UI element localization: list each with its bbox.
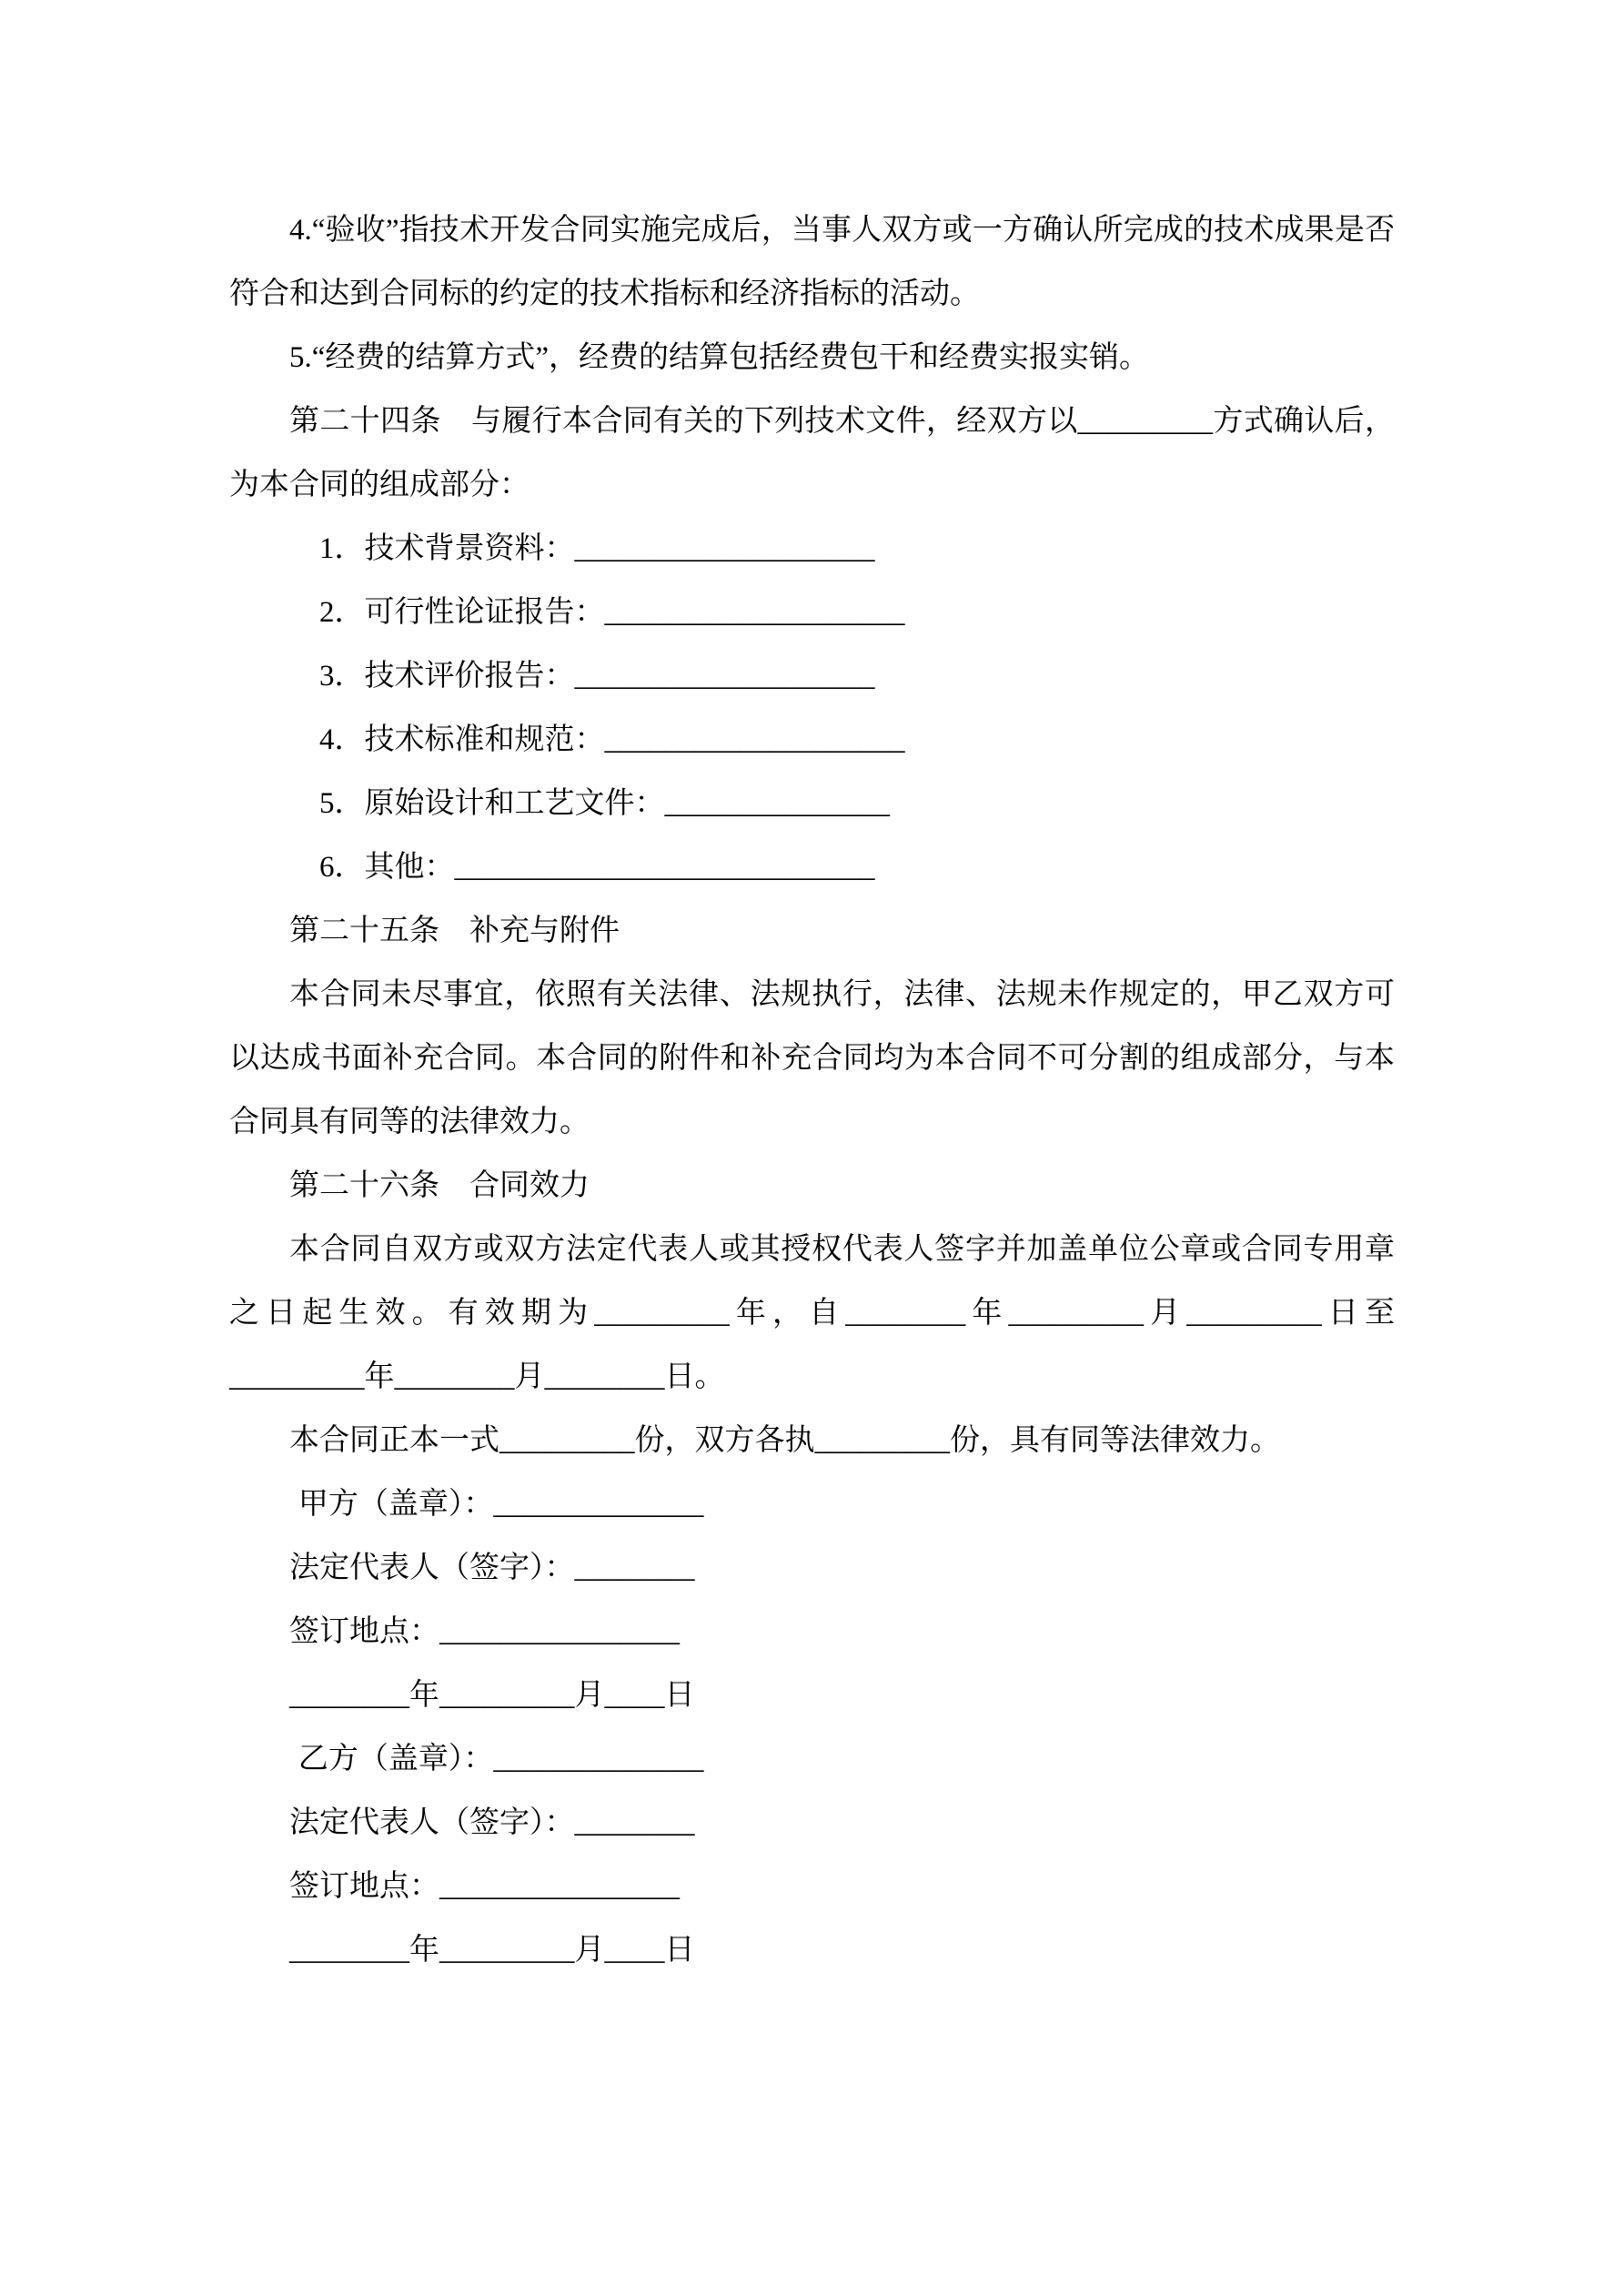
paragraph-definition-acceptance: 4.“验收”指技术开发合同实施完成后，当事人双方或一方确认所完成的技术成果是否符合和达到合同标的约定的技术指标和经济指标的活动。 (229, 214, 1395, 310)
signature-party-b-date: ________年_________月____日 (289, 1934, 695, 1967)
signature-party-a-representative: 法定代表人（签字）：________ (289, 1552, 695, 1584)
clause-26-heading: 第二十六条 合同效力 (289, 1169, 590, 1202)
doc-list-item-feasibility-report: 2．可行性论证报告：____________________ (319, 596, 905, 629)
signature-party-b-place: 签订地点：________________ (289, 1870, 680, 1903)
doc-list-item-tech-standards: 4．技术标准和规范：____________________ (319, 723, 905, 756)
clause-26-paragraph: 本合同自双方或双方法定代表人或其授权代表人签字并加盖单位公章或合同专用章之日起生效。有效期为_________年，自________年_________月_________日至_________年________月________日。 (229, 1233, 1395, 1393)
signature-party-a-date: ________年_________月____日 (289, 1679, 695, 1712)
doc-list-item-tech-background: 1．技术背景资料：____________________ (319, 532, 875, 565)
doc-list-item-other: 6．其他：____________________________ (319, 851, 875, 884)
signature-party-a-seal: 甲方（盖章）：______________ (298, 1488, 704, 1521)
clause-25-paragraph: 本合同未尽事宜，依照有关法律、法规执行，法律、法规未作规定的，甲乙双方可以达成书面补充合同。本合同的附件和补充合同均为本合同不可分割的组成部分，与本合同具有同等的法律效力。 (229, 978, 1395, 1138)
clause-24-paragraph: 第二十四条 与履行本合同有关的下列技术文件，经双方以_________方式确认后，为本合同的组成部分： (229, 405, 1395, 501)
signature-party-b-representative: 法定代表人（签字）：________ (289, 1806, 695, 1839)
signature-party-b-seal: 乙方（盖章）：______________ (298, 1743, 704, 1775)
doc-list-item-tech-evaluation: 3．技术评价报告：____________________ (319, 660, 875, 693)
paragraph-definition-settlement: 5.“经费的结算方式”，经费的结算包括经费包干和经费实报实销。 (289, 341, 1150, 374)
paragraph-copies: 本合同正本一式_________份，双方各执_________份，具有同等法律效力。 (289, 1424, 1280, 1457)
doc-list-item-original-design: 5．原始设计和工艺文件：_______________ (319, 787, 890, 820)
clause-25-heading: 第二十五条 补充与附件 (289, 915, 620, 947)
signature-party-a-place: 签订地点：________________ (289, 1615, 680, 1648)
